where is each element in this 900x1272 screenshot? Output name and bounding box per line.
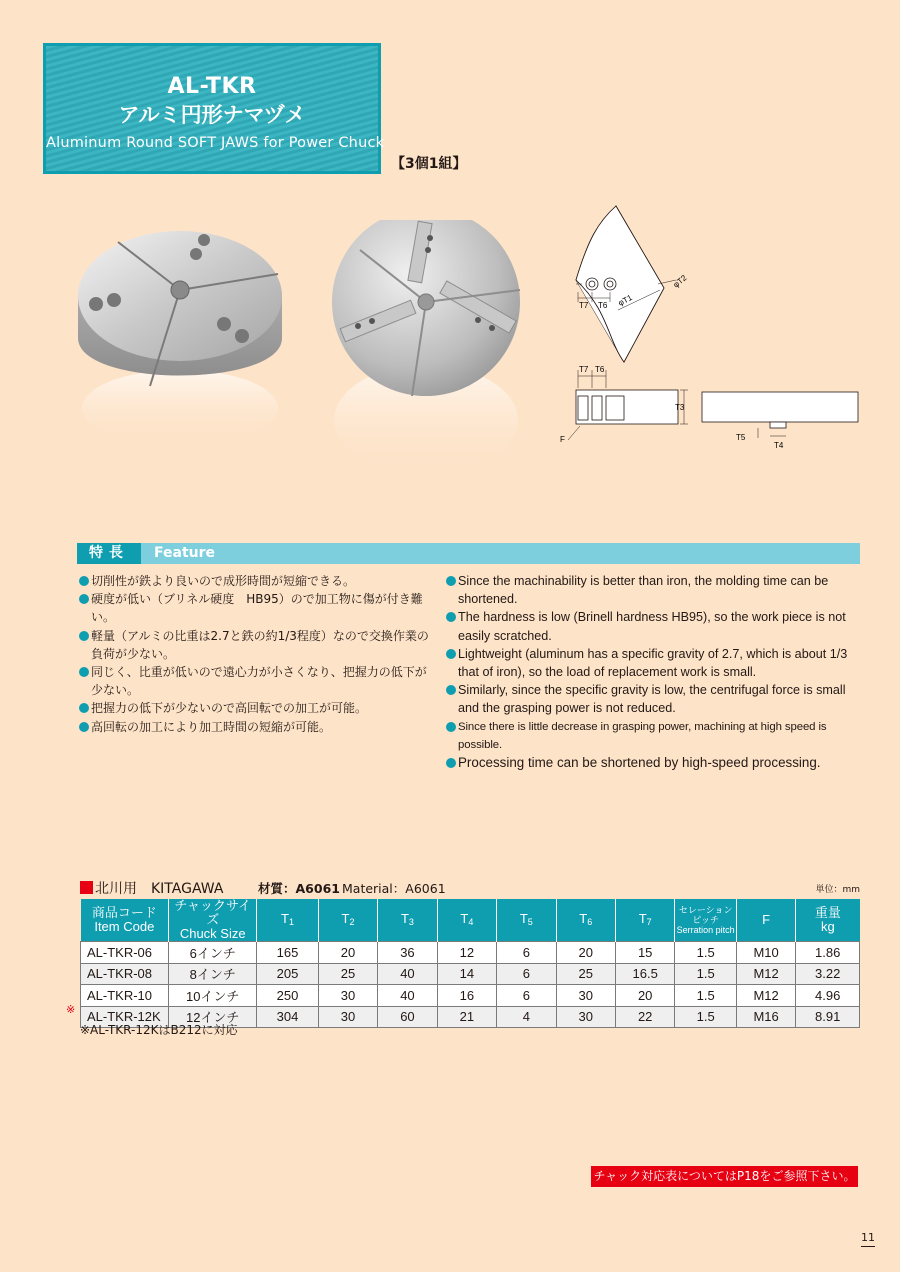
- list-item: Since there is little decrease in grasping power, machining at high speed is possible.: [446, 718, 866, 754]
- feature-list-en: [446, 572, 866, 772]
- bullet-dot-icon: [79, 576, 89, 586]
- feature-list-jp: [79, 572, 429, 736]
- page-number: 11: [861, 1231, 875, 1247]
- label-t7-side: T7: [579, 365, 589, 374]
- label-t5: T5: [736, 433, 746, 442]
- table-row: AL-TKR-10 10インチ 250 30 40 16 6 30 20 1.5 M12 4.96: [81, 985, 860, 1007]
- bullet-dot-icon: [446, 649, 456, 659]
- spec-heading: [80, 878, 860, 898]
- bullet-dot-icon: [79, 722, 89, 732]
- red-square-icon: [80, 881, 93, 894]
- label-t3: T3: [675, 403, 685, 412]
- header-item-code: 商品コード Item Code: [81, 899, 169, 942]
- header-weight: 重量 kg: [796, 899, 860, 942]
- dimension-diagram: [548, 200, 870, 458]
- label-t6-side: T6: [595, 365, 605, 374]
- reference-notice: チャック対応表についてはP18をご参照下さい。: [591, 1166, 858, 1187]
- bullet-dot-icon: [79, 594, 89, 604]
- table-row: AL-TKR-12K 12インチ 304 30 60 21 4 30 22 1.5 M16 8.91: [81, 1006, 860, 1028]
- list-item: Since the machinability is better than iron, the molding time can be shortened.: [446, 572, 866, 608]
- list-item: Similarly, since the specific gravity is low, the centrifugal force is small and the grasping power is not reduced.: [446, 681, 866, 717]
- list-item: Processing time can be shortened by high-speed processing.: [446, 754, 866, 772]
- label-t2: φT2: [671, 273, 689, 290]
- header-serration-pitch: セレーションピッチ Serration pitch: [675, 899, 737, 942]
- list-item: 硬度が低い（ブリネル硬度 HB95）ので加工物に傷が付き難い。: [79, 590, 429, 626]
- label-t7: T7: [579, 301, 589, 310]
- list-item: 軽量（アルミの比重は2.7と鉄の約1/3程度）なので交換作業の負荷が少ない。: [79, 627, 429, 663]
- bullet-dot-icon: [79, 667, 89, 677]
- table-row: AL-TKR-06 6インチ 165 20 36 12 6 20 15 1.5 M10 1.86: [81, 942, 860, 964]
- list-item: Lightweight (aluminum has a specific gravity of 2.7, which is about 1/3 that of iron), so the load of replacement work is small.: [446, 645, 866, 681]
- label-t4: T4: [774, 441, 784, 450]
- maker-label: 北川用 KITAGAWA: [95, 881, 224, 897]
- feature-section-header: [77, 543, 860, 564]
- feature-label-jp: 特長: [77, 543, 141, 564]
- material-en: Material：A6061: [342, 881, 446, 896]
- set-label: 【3個1組】: [391, 156, 467, 172]
- header-t1: $T_1$: [257, 899, 319, 942]
- label-t6: T6: [598, 301, 608, 310]
- list-item: 同じく、比重が低いので遠心力が小さくなり、把握力の低下が少ない。: [79, 663, 429, 699]
- header-t4: $T_4$: [437, 899, 496, 942]
- list-item: 高回転の加工により加工時間の短縮が可能。: [79, 718, 429, 736]
- bullet-dot-icon: [446, 758, 456, 768]
- product-name-en: Aluminum Round SOFT JAWS for Power Chuck: [46, 135, 385, 151]
- row-asterisk-mark: ※: [66, 1003, 76, 1016]
- bullet-dot-icon: [446, 612, 456, 622]
- unit-label: 単位：mm: [815, 885, 860, 895]
- label-f: F: [560, 435, 565, 444]
- header-t7: $T_7$: [615, 899, 674, 942]
- list-item: 切削性が鉄より良いので成形時間が短縮できる。: [79, 572, 429, 590]
- header-t2: $T_2$: [318, 899, 377, 942]
- bullet-dot-icon: [79, 703, 89, 713]
- model-title: AL-TKR: [167, 74, 257, 99]
- bullet-dot-icon: [446, 576, 456, 586]
- table-note: ※AL-TKR-12KはB212に対応: [80, 1023, 238, 1037]
- bullet-dot-icon: [446, 685, 456, 695]
- title-box: [43, 43, 385, 174]
- product-photo-jaws-top: [74, 228, 286, 448]
- material-jp: 材質：A6061: [258, 881, 340, 896]
- header-chuck-size: チャックサイズ Chuck Size: [169, 899, 257, 942]
- header-t5: $T_5$: [497, 899, 556, 942]
- header-t6: $T_6$: [556, 899, 615, 942]
- header-f: F: [736, 899, 795, 942]
- header-t3: $T_3$: [378, 899, 437, 942]
- list-item: 把握力の低下が少ないので高回転での加工が可能。: [79, 699, 429, 717]
- spec-table: [80, 899, 860, 1028]
- product-name-jp: アルミ円形ナマヅメ: [118, 103, 306, 127]
- bullet-dot-icon: [446, 722, 456, 732]
- table-row: AL-TKR-08 8インチ 205 25 40 14 6 25 16.5 1.5 M12 3.22: [81, 963, 860, 985]
- label-t1: φT1: [616, 292, 634, 308]
- bullet-dot-icon: [79, 631, 89, 641]
- product-photo-jaws-serration: [328, 220, 524, 480]
- list-item: The hardness is low (Brinell hardness HB95), so the work piece is not easily scratched.: [446, 608, 866, 644]
- table-header-row: [81, 899, 860, 942]
- feature-label-en: Feature: [154, 545, 215, 561]
